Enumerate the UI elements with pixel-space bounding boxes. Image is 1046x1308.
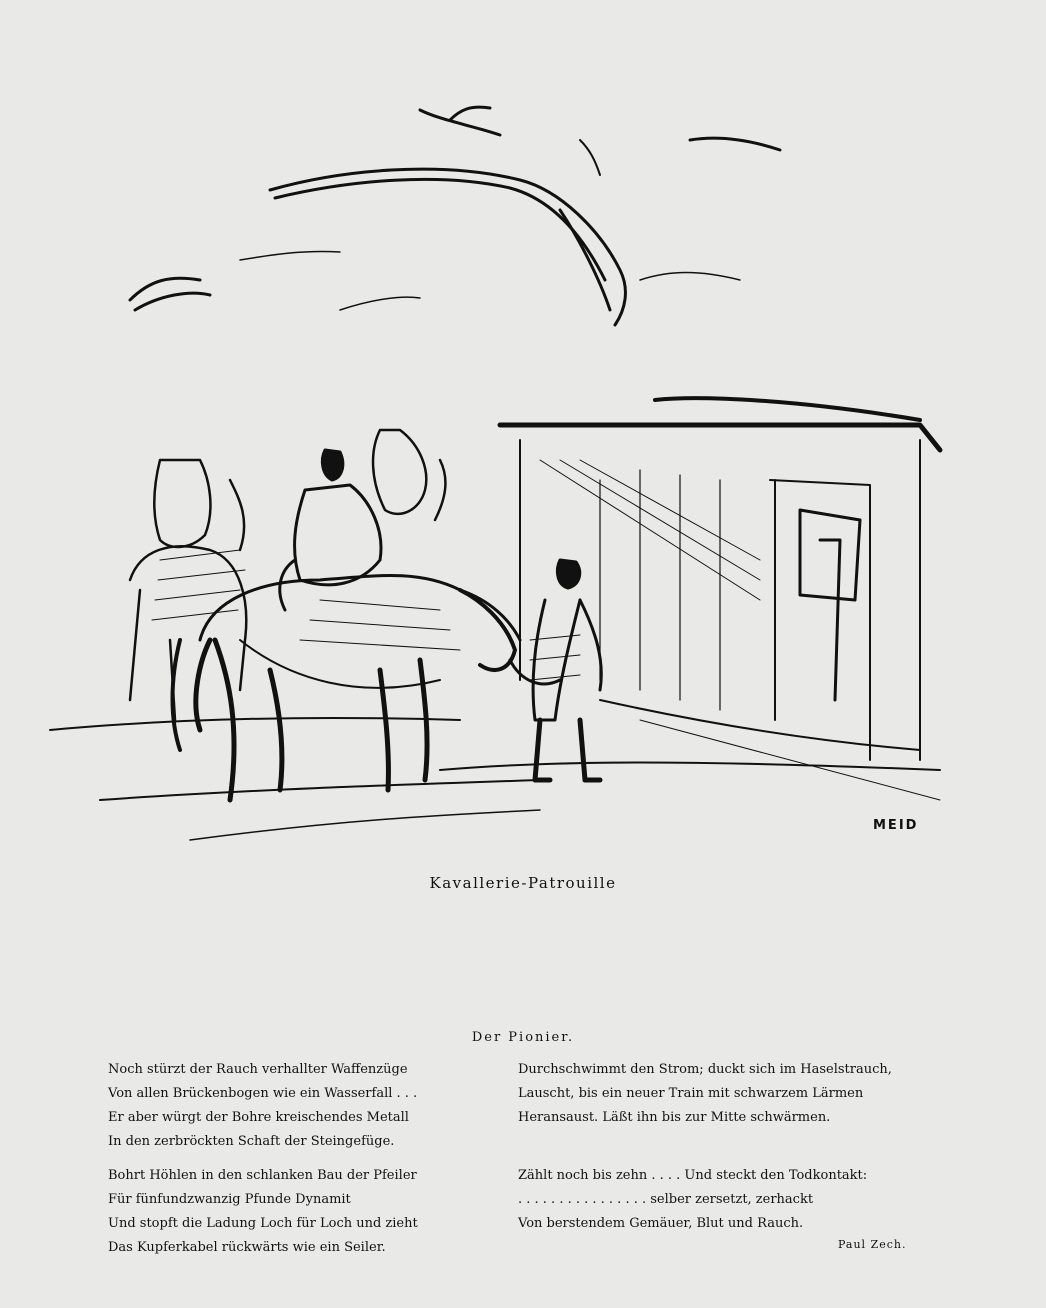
illustration-caption: Kavallerie-Patrouille (429, 874, 617, 892)
standing-soldier (510, 560, 601, 780)
poem-stanza (518, 1058, 938, 1130)
poem-line: Das Kupferkabel rückwärts wie ein Seiler. (108, 1240, 386, 1255)
poem-line: In den zerbröckten Schaft der Steingefüge. (108, 1134, 395, 1149)
poem-title: Der Pionier. (471, 1030, 575, 1045)
poem-line: Lauscht, bis ein neuer Train mit schwarzem Lärmen (518, 1086, 864, 1101)
poem-line: Durchschwimmt den Strom; duckt sich im Haselstrauch, (518, 1062, 892, 1077)
poem-line: Für fünfundzwanzig Pfunde Dynamit (108, 1192, 351, 1207)
cavalry-patrol-drawing (40, 80, 980, 850)
poem-author: Paul Zech. (838, 1238, 907, 1251)
poem-line: Von berstendem Gemäuer, Blut und Rauch. (518, 1216, 804, 1231)
poem-line: Zählt noch bis zehn . . . . Und steckt den Todkontakt: (518, 1168, 868, 1183)
poem-stanza (108, 1058, 508, 1154)
rider-on-horse (173, 450, 521, 800)
poem-line: . . . . . . . . . . . . . . . . selber zersetzt, zerhackt (518, 1192, 814, 1207)
ground-strokes (50, 700, 940, 840)
poem-line: Noch stürzt der Rauch verhallter Waffenzüge (108, 1062, 408, 1077)
poem-line: Heransaust. Läßt ihn bis zur Mitte schwärmen. (518, 1110, 831, 1125)
poem-line: Und stopft die Ladung Loch für Loch und zieht (108, 1216, 418, 1231)
artist-signature: MEID (873, 818, 919, 833)
poem-stanza (108, 1164, 508, 1260)
poem-stanza (518, 1164, 938, 1236)
lithograph-illustration (40, 80, 980, 850)
poem-line: Er aber würgt der Bohre kreischendes Metall (108, 1110, 409, 1125)
poem-line: Von allen Brückenbogen wie ein Wasserfall . . . (108, 1086, 418, 1101)
poem-left-column (108, 1058, 508, 1270)
sky-strokes (130, 107, 780, 325)
poem-line: Bohrt Höhlen in den schlanken Bau der Pfeiler (108, 1168, 417, 1183)
poem-right-column (518, 1058, 938, 1246)
shading (152, 550, 580, 680)
